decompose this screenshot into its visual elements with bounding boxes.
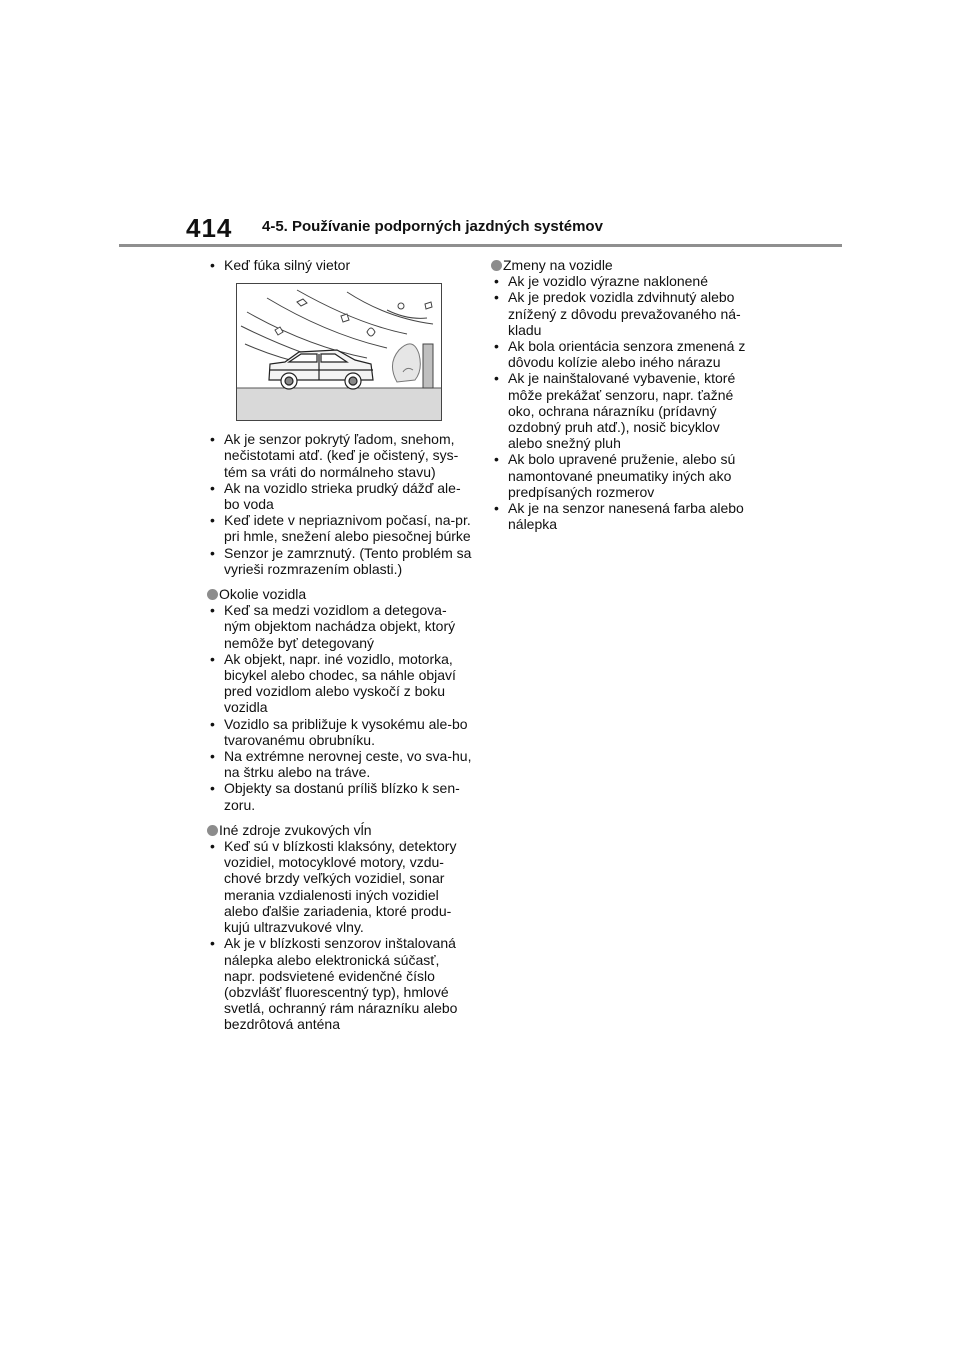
list-item-text: Senzor je zamrznutý. (Tento problém sa vyrieši rozmrazením oblasti.) — [224, 544, 472, 577]
section-heading: Zmeny na vozidle — [503, 257, 613, 273]
list-item — [491, 289, 757, 338]
bullet-icon: • — [210, 512, 215, 529]
list-item-text: Ak je nainštalované vybavenie, ktoré môže prekážať senzoru, napr. ťažné oko, ochrana nárazníku (prídavný ozdobný pruh atď.), nosič bicyklov alebo snežný pluh — [508, 370, 736, 452]
bullet-icon: • — [210, 715, 215, 732]
list-item-text: Objekty sa dostanú príliš blízko k sen-zoru. — [224, 780, 460, 813]
list-item — [207, 651, 473, 716]
bullet-icon: • — [210, 544, 215, 561]
list-item-text: Keď idete v nepriaznivom počasí, na-pr. pri hmle, snežení alebo piesočnej búrke — [224, 512, 471, 545]
bullet-icon: • — [210, 650, 215, 667]
list-item-text: Ak bola orientácia senzora zmenená z dôvodu kolízie alebo iného nárazu — [508, 338, 746, 371]
ground — [237, 388, 441, 420]
list-item — [207, 935, 473, 1032]
list-item-text: Ak je predok vozidla zdvihnutý alebo znížený z dôvodu prevažovaného ná-kladu — [508, 289, 741, 338]
bullet-icon: • — [494, 500, 499, 517]
right-sections — [491, 257, 757, 532]
section-marker-icon — [207, 589, 218, 600]
section-heading: Iné zdroje zvukových vĺn — [219, 821, 372, 838]
bullet-icon: • — [210, 748, 215, 765]
section — [207, 822, 473, 1033]
list-item-text: Keď sú v blízkosti klaksóny, detektory vozidiel, motocyklové motory, vzdu-chové brzdy veľkých vozidiel, sonar merania vzdialenosti iných vozidiel alebo ďalšie zariadenia, ktoré produ-kujú ultrazvukové vlny. — [224, 838, 457, 936]
bullet-icon: • — [494, 338, 499, 355]
list-item — [491, 273, 757, 289]
list-item-text: Ak je vozidlo výrazne naklonené — [508, 273, 709, 290]
bullet-icon: • — [210, 431, 215, 448]
left-list — [207, 431, 473, 577]
list-item-text: Keď fúka silný vietor — [224, 257, 351, 273]
bullet-icon: • — [494, 289, 499, 306]
spray-cloud — [392, 344, 420, 382]
section — [491, 257, 757, 532]
list-item-text: Ak je v blízkosti senzorov inštalovaná nálepka alebo elektronická súčasť, napr. podsvietené evidenčné číslo (obzvlášť fluorescentný typ), hmlové svetlá, ochranný rám nárazníku alebo bezdrôtová anténa — [224, 935, 458, 1033]
right-column — [491, 257, 757, 532]
bullet-icon: • — [494, 370, 499, 387]
bullet-icon: • — [210, 257, 215, 273]
list-item-text: Vozidlo sa približuje k vysokému ale-bo tvarovanému obrubníku. — [224, 715, 468, 748]
list-item-text: Ak je na senzor nanesená farba alebo nálepka — [508, 500, 744, 533]
list-item — [207, 748, 473, 780]
section-marker-icon — [207, 825, 218, 836]
list-item — [207, 512, 473, 544]
bullet-icon: • — [494, 451, 499, 468]
bullet-icon: • — [494, 273, 499, 290]
page-header — [0, 0, 960, 250]
bullet-icon: • — [210, 780, 215, 797]
list-item — [207, 257, 473, 273]
list-item-text: Na extrémne nerovnej ceste, vo sva-hu, na štrku alebo na tráve. — [224, 748, 472, 781]
wind-car-drawing — [237, 284, 441, 420]
list-item — [207, 431, 473, 480]
list-item-text: Ak je senzor pokrytý ľadom, snehom, nečistotami atď. (keď je očistený, sys-tém sa vráti do normálneho stavu) — [224, 431, 459, 480]
list-item — [207, 716, 473, 748]
list-item — [207, 480, 473, 512]
list-item-text: Ak objekt, napr. iné vozidlo, motorka, bicykel alebo chodec, sa náhle objaví pred vozidlom alebo vyskočí z boku vozidla — [224, 650, 456, 716]
bullet-icon: • — [210, 838, 215, 855]
list-item — [491, 500, 757, 532]
page-number: 414 — [186, 213, 233, 243]
left-sections — [207, 586, 473, 1032]
wall — [423, 344, 433, 388]
bullet-icon: • — [210, 602, 215, 619]
list-item-text: Ak na vozidlo strieka prudký dážď ale-bo voda — [224, 479, 461, 513]
section — [207, 586, 473, 813]
header-divider — [119, 244, 842, 247]
list-item — [491, 451, 757, 500]
chapter-title: 4-5. Používanie podporných jazdných systémov — [262, 218, 603, 235]
strong-wind-illustration — [236, 283, 442, 421]
section-marker-icon — [491, 260, 502, 271]
list-item-text: Ak bolo upravené pruženie, alebo sú namontované pneumatiky iných ako predpísaných rozmerov — [508, 451, 736, 500]
list-item — [207, 780, 473, 812]
list-item — [207, 838, 473, 935]
list-item-text: Keď sa medzi vozidlom a detegova-ným objektom nachádza objekt, ktorý nemôže byť detegovaný — [224, 602, 456, 651]
list-item — [207, 545, 473, 577]
left-column — [207, 257, 473, 1033]
list-item — [491, 338, 757, 370]
list-item — [207, 602, 473, 651]
section-heading: Okolie vozidla — [219, 586, 307, 603]
bullet-icon: • — [210, 935, 215, 952]
bullet-icon: • — [210, 479, 215, 496]
list-item — [491, 370, 757, 451]
